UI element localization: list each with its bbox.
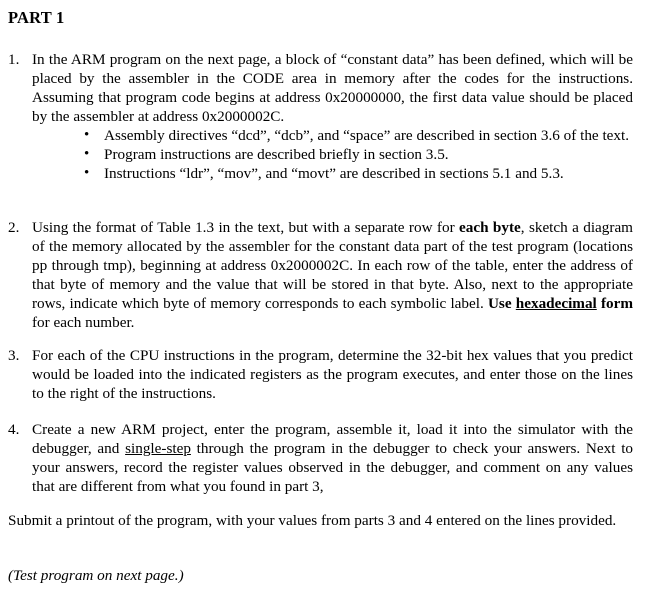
- list-item-2: [8, 218, 633, 332]
- list-item-4: [8, 420, 633, 496]
- bullet-item: [80, 126, 633, 145]
- bold-text: each byte: [459, 219, 521, 236]
- bullet-item: [80, 164, 633, 183]
- text-run: through the program in the debugger to check your answers. Next to your answers, record the register values observed in the debugger, and comment on any values that are different from what you found in part 3,: [32, 440, 634, 495]
- item-number: 3.: [8, 347, 20, 364]
- submit-instruction: Submit a printout of the program, with your values from parts 3 and 4 entered on the lines provided.: [8, 512, 617, 529]
- text-run: Create a new ARM project, enter the program, assemble it, load it into the simulator with the debugger, and: [32, 421, 633, 457]
- text-run: , sketch a diagram of the memory allocated by the assembler for the constant data part of the test program (locations pp through tmp), beginning at address 0x2000002C. In each row of the table, enter the address of that byte of memory and the value that will be stored in that byte. Also, next to the appropriate rows, indicate which byte of memory corresponds to each symbolic label.: [32, 219, 633, 312]
- bullet-text: Assembly directives “dcd”, “dcb”, and “space” are described in section 3.6 of the text.: [104, 127, 630, 144]
- item-number: 4.: [8, 421, 20, 438]
- bullet-icon: •: [84, 146, 90, 162]
- bullet-text: Instructions “ldr”, “mov”, and “movt” are described in sections 5.1 and 5.3.: [104, 165, 564, 182]
- part-heading: PART 1: [8, 8, 65, 27]
- bullet-text: Program instructions are described briefly in section 3.5.: [104, 146, 449, 163]
- item-text: In the ARM program on the next page, a block of “constant data” has been defined, which will be placed by the assembler in the CODE area in memory after the codes for the instructions. Assuming that program code begins at address 0x20000000, the first data value should be placed by the assembler at address 0x2000002C.: [32, 51, 633, 125]
- bold-underlined-text: hexadecimal: [515, 295, 597, 312]
- item-text: [32, 420, 633, 496]
- text-run: Using the format of Table 1.3 in the text, but with a separate row for: [32, 219, 460, 236]
- list-item-1: [8, 50, 633, 183]
- text-run: for each number.: [32, 314, 135, 331]
- list-item-3: [8, 346, 633, 403]
- bullet-list: [80, 126, 633, 183]
- item-number: 1.: [8, 51, 20, 68]
- footnote: (Test program on next page.): [8, 567, 184, 584]
- item-text: For each of the CPU instructions in the program, determine the 32-bit hex values that you predict would be loaded into the indicated registers as the program executes, and enter those on the lines to the right of the instructions.: [32, 347, 633, 402]
- bullet-icon: •: [84, 165, 90, 181]
- bold-text: form: [596, 295, 634, 312]
- item-text: [32, 218, 633, 332]
- bullet-item: [80, 145, 633, 164]
- bold-text: Use: [487, 295, 512, 312]
- bullet-icon: •: [84, 127, 90, 143]
- item-number: 2.: [8, 219, 20, 236]
- underlined-text: single-step: [125, 440, 191, 457]
